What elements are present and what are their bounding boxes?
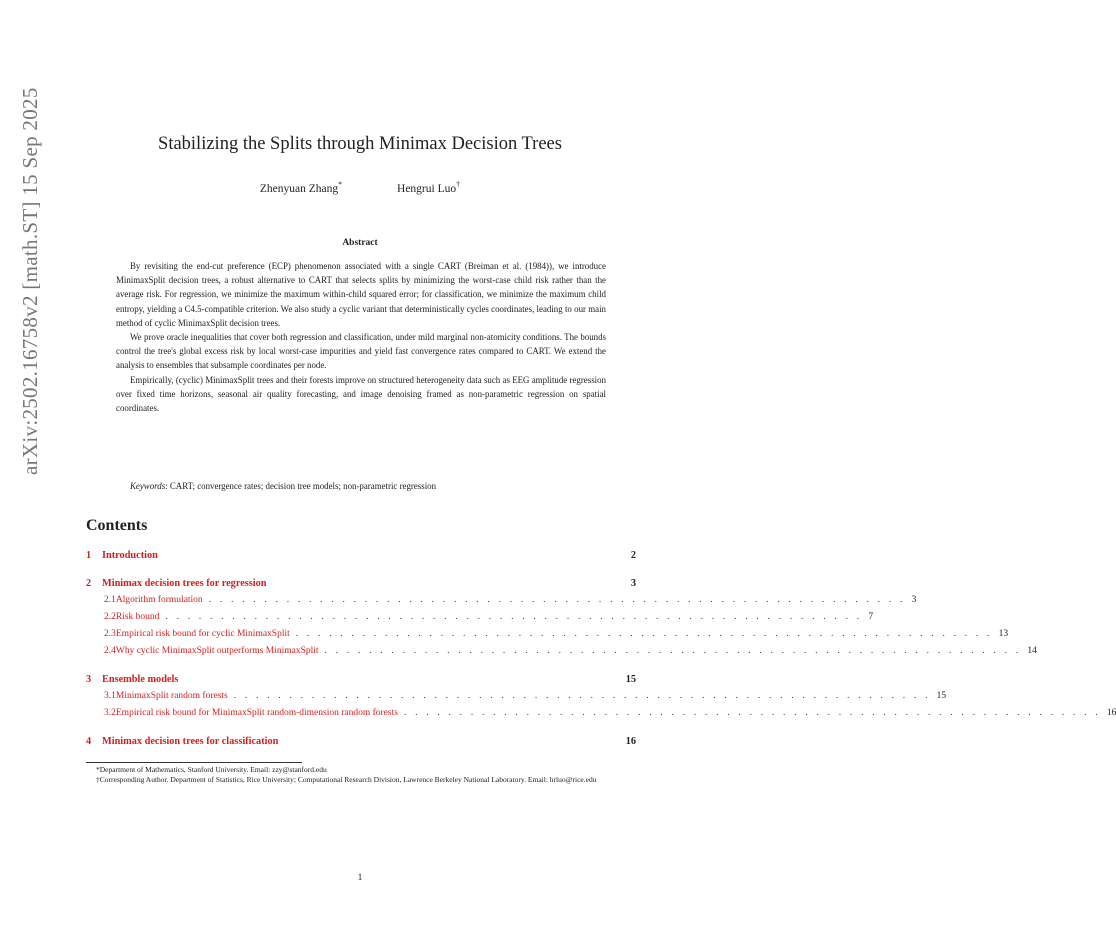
- toc-section-2[interactable]: [86, 578, 636, 595]
- toc-subsection-2-3[interactable]: [86, 629, 1009, 646]
- author-2: [397, 180, 460, 195]
- toc-leader-dots: . . . . . . . . . . . . . . . . . . . . . . . . . . . . . . . . . . . . . . . . . . . . . . . . . . . . . . . . . . . . . . .: [165, 612, 863, 622]
- toc-subsection-2-4[interactable]: [86, 646, 1037, 663]
- paper-title: Stabilizing the Splits through Minimax Decision Trees: [158, 134, 562, 154]
- toc-subsection-2-2[interactable]: [86, 612, 874, 629]
- toc-subsection-number: 2.3: [104, 629, 116, 639]
- keywords: Keywords: CART; convergence rates; decision tree models; non-parametric regression: [130, 481, 437, 491]
- toc-subsection-link[interactable]: Empirical risk bound for MinimaxSplit random-dimension random forests: [115, 708, 398, 718]
- toc-page-number: 3: [630, 578, 636, 589]
- toc-page-number: 15: [625, 674, 636, 685]
- footnote-affiliation-2: †Corresponding Author. Department of Statistics, Rice University; Computational Research Division, Lawrence Berkeley National Laboratory. Email: hrluo@rice.edu: [96, 775, 597, 784]
- author-2-mark: †: [456, 180, 461, 189]
- toc-page-number: 2: [630, 550, 636, 561]
- toc-page-number: 3: [911, 595, 917, 605]
- abstract-heading: Abstract: [342, 238, 378, 248]
- author-list: [0, 180, 720, 195]
- toc-section-link[interactable]: Ensemble models: [102, 674, 179, 685]
- toc-subsection-link[interactable]: Empirical risk bound for cyclic MinimaxSplit: [115, 629, 290, 639]
- abstract-paragraph: We prove oracle inequalities that cover both regression and classification, under mild marginal non-atomicity conditions. The bounds control the tree's global excess risk by local worst-case impurities and yield fast convergence rates compared to CART. We extend the analysis to ensembles that subsample coordinates per node.: [116, 332, 606, 371]
- footnotes: [86, 765, 636, 785]
- toc-page-number: 16: [625, 736, 636, 747]
- toc-leader-dots: . . . . . . . . . . . . . . . . . . . . . . . . . . . . . . . . . . . . . . . . . . . . . . . . . . . . . . . . . . . . . . .: [233, 691, 931, 701]
- footnote-rule: [86, 762, 302, 763]
- toc-page-number: 15: [936, 691, 947, 701]
- toc-page-number: 16: [1106, 708, 1116, 718]
- arxiv-identifier: arXiv:2502.16758v2 [math.ST] 15 Sep 2025: [18, 87, 42, 475]
- toc-section-number: 4: [86, 736, 92, 747]
- toc-section-4[interactable]: [86, 736, 636, 753]
- toc-subsection-number: 2.2: [104, 612, 116, 622]
- toc-section-number: 1: [86, 550, 92, 561]
- author-1-mark: *: [338, 180, 343, 189]
- toc-section-3[interactable]: [86, 674, 636, 691]
- author-1-name: Zhenyuan Zhang: [259, 182, 339, 195]
- toc-leader-dots: . . . . . . . . . . . . . . . . . . . . . . . . . . . . . . . . . . . . . . . . . . . . . . . . . . . . . . . . . . . . . . .: [295, 629, 993, 639]
- toc-subsection-number: 3.2: [104, 708, 116, 718]
- toc-page-number: 7: [868, 612, 874, 622]
- abstract: [116, 259, 606, 415]
- toc-subsection-link[interactable]: Why cyclic MinimaxSplit outperforms MinimaxSplit: [115, 646, 319, 656]
- toc-section-link[interactable]: Minimax decision trees for classification: [102, 736, 279, 747]
- author-2-name: Hengrui Luo: [397, 182, 457, 195]
- toc-section-number: 3: [86, 674, 92, 685]
- toc-subsection-3-2[interactable]: [86, 708, 1116, 725]
- toc-leader-dots: . . . . . . . . . . . . . . . . . . . . . . . . . . . . . . . . . . . . . . . . . . . . . . . . . . . . . . . . . . . . . . .: [208, 595, 906, 605]
- table-of-contents: [86, 550, 1116, 753]
- toc-subsection-2-1[interactable]: [86, 595, 917, 612]
- author-1: [260, 180, 342, 195]
- toc-subsection-number: 3.1: [104, 691, 116, 701]
- toc-subsection-3-1[interactable]: [86, 691, 947, 708]
- page-number: 1: [357, 873, 363, 883]
- toc-section-number: 2: [86, 578, 92, 589]
- keywords-label: Keywords: [130, 481, 166, 491]
- toc-leader-dots: . . . . . . . . . . . . . . . . . . . . . . . . . . . . . . . . . . . . . . . . . . . . . . . . . . . . . . . . . . . . . . .: [324, 646, 1022, 656]
- toc-subsection-link[interactable]: Algorithm formulation: [115, 595, 203, 605]
- toc-subsection-number: 2.1: [104, 595, 116, 605]
- toc-subsection-link[interactable]: Risk bound: [115, 612, 160, 622]
- contents-heading: Contents: [86, 517, 148, 534]
- toc-subsection-number: 2.4: [104, 646, 116, 656]
- footnote-affiliation-1: *Department of Mathematics, Stanford University. Email: zzy@stanford.edu: [96, 765, 327, 774]
- toc-page-number: 14: [1027, 646, 1037, 656]
- toc-leader-dots: . . . . . . . . . . . . . . . . . . . . . . . . . . . . . . . . . . . . . . . . . . . . . . . . . . . . . . . . . . . . . . .: [403, 708, 1101, 718]
- abstract-paragraph: Empirically, (cyclic) MinimaxSplit trees and their forests improve on structured heterogeneity data such as EEG amplitude regression over fixed time horizons, seasonal air quality forecasting, and image denoising framed as non-parametric regression on spatial coordinates.: [116, 374, 606, 414]
- toc-section-link[interactable]: Introduction: [102, 550, 158, 561]
- abstract-paragraph: By revisiting the end-cut preference (ECP) phenomenon associated with a single CART (Breiman et al. (1984)), we introduce MinimaxSplit decision trees, a robust alternative to CART that selects splits by minimizing the worst-case child risk rather than the average risk. For regression, we minimize the maximum within-child squared error; for classification, we minimize the maximum child entropy, yielding a C4.5-compatible criterion. We also study a cyclic variant that deterministically cycles coordinates, leading to our main method of cyclic MinimaxSplit decision trees.: [116, 261, 606, 328]
- toc-subsection-link[interactable]: MinimaxSplit random forests: [115, 691, 228, 701]
- toc-section-link[interactable]: Minimax decision trees for regression: [102, 578, 267, 589]
- toc-section-1[interactable]: [86, 550, 636, 567]
- toc-page-number: 13: [998, 629, 1009, 639]
- keywords-text: CART; convergence rates; decision tree models; non-parametric regression: [169, 481, 437, 491]
